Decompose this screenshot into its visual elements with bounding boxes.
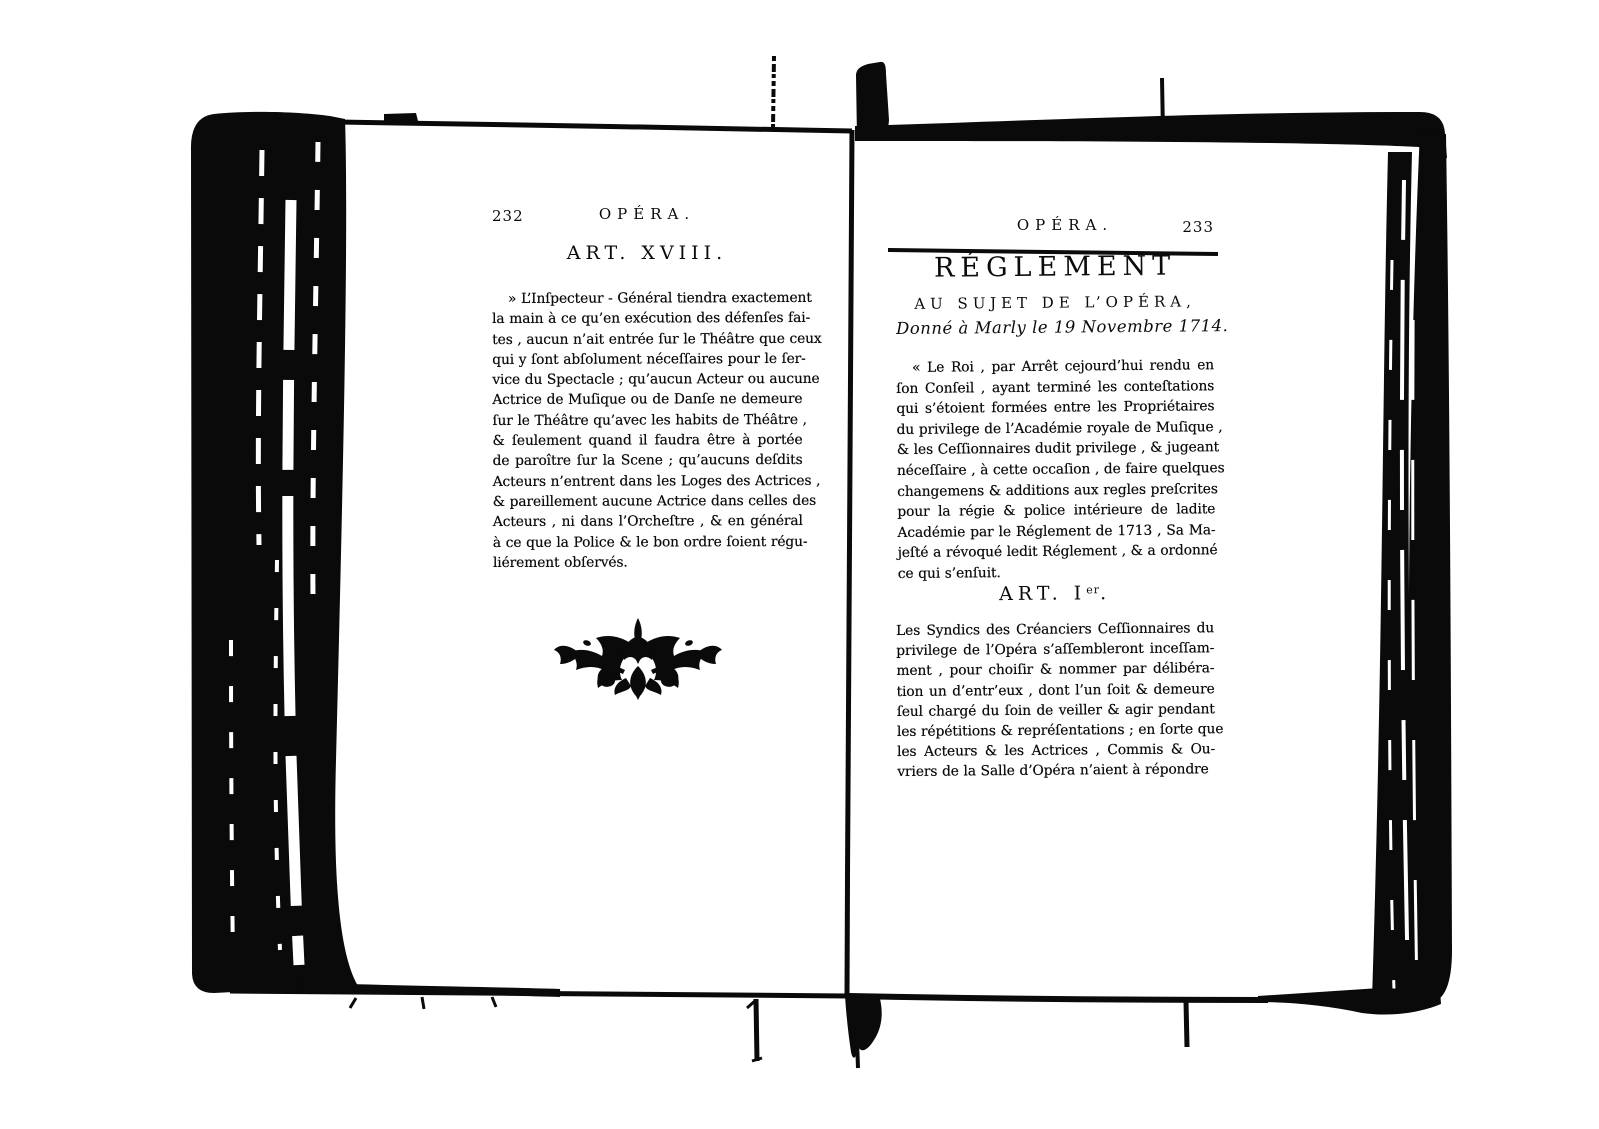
paragraph-line: & pareillement aucune Actrice dans celles des: [492, 492, 817, 510]
paragraph-line: tion un d’entr’eux , dont l’un ſoit & demeure: [896, 680, 1215, 700]
paragraph-line: « Le Roi , par Arrêt cejourd’hui rendu en: [912, 357, 1215, 376]
paragraph-line: privilege de l’Opéra s’aſſembleront inceſſam-: [896, 640, 1215, 660]
paragraph-line: pour la régie & police intérieure de ladite: [897, 501, 1216, 521]
paragraph-line: les répétitions & repréſentations ; en ſorte que: [896, 721, 1224, 741]
paragraph-line: ment , pour choiſir & nommer par délibéra-: [896, 660, 1215, 680]
article-heading-left: [492, 242, 802, 264]
paragraph-line: néceſſaire , à cette occaſion , de faire quelques: [896, 460, 1225, 479]
article-heading-right-label: [999, 582, 1111, 605]
paragraph-line: ſeul chargé du ſoin de veiller & agir pendant: [896, 701, 1215, 720]
running-title-right: OPÉRA.: [1016, 216, 1114, 234]
paragraph-line: Acteurs n’entrent dans les Loges des Actrices ,: [492, 472, 821, 490]
article-heading-left-label: ART. XVIII.: [566, 242, 728, 264]
paragraph-line: qui s’étoient formées entre les Propriétaires: [896, 398, 1215, 418]
page-number-right: 233: [1182, 218, 1214, 236]
paragraph-line: à ce que la Police & le bon ordre ſoient régu-: [492, 533, 808, 551]
paragraph-line: jeſté a révoqué ledit Réglement , & a ordonné: [897, 542, 1218, 562]
right-page-paragraph-2: [896, 618, 1224, 782]
right-page-paragraph-1: [896, 355, 1225, 584]
article-heading-ordinal: er: [1086, 583, 1101, 597]
article-heading-prefix: ART. I: [998, 582, 1087, 606]
paragraph-line: » L’Inſpecteur - Général tiendra exactement: [508, 289, 812, 307]
paragraph-line: vice du Spectacle ; qu’aucun Acteur ou aucune: [492, 371, 820, 389]
reglement-subtitle: [896, 291, 1214, 313]
dateline: [896, 316, 1229, 338]
paragraph-line: tes , aucun n’ait entrée ſur le Théâtre que ceux: [492, 330, 822, 348]
left-page: [492, 0, 822, 1129]
paragraph-line: ſur le Théâtre qu’avec les habits de Théâtre ,: [492, 411, 807, 429]
paragraph-line: du privilege de l’Académie royale de Muſique ,: [896, 418, 1223, 438]
paragraph-line: ce qui s’enſuit.: [897, 565, 1001, 582]
running-title-left: OPÉRA.: [598, 205, 696, 223]
top-edge-bump: [384, 113, 419, 125]
right-page-header: [896, 216, 1214, 238]
reglement-title: [896, 250, 1214, 284]
paragraph-line: la main à ce qu’en exécution des défenſes fai-: [492, 310, 811, 328]
dateline-label: Donné à Marly le 19 Novembre 1714.: [896, 316, 1229, 338]
paragraph-line: & les Ceſſionnaires dudit privilege , & jugeant: [896, 439, 1220, 459]
paragraph-line: qui y ſont abſolument néceſſaires pour le ſer-: [492, 350, 806, 368]
paragraph-line: Actrice de Muſique ou de Danſe ne demeure: [492, 391, 803, 409]
paragraph-line: Les Syndics des Créanciers Ceſſionnaires du: [896, 620, 1215, 639]
article-heading-suffix: .: [1099, 582, 1112, 605]
paragraph-line: Acteurs , ni dans l’Orcheſtre , & en général: [492, 513, 803, 531]
paragraph-line: les Acteurs & les Actrices , Commis & Ou-: [897, 741, 1216, 761]
gutter-blob-drip: [857, 1040, 858, 1068]
paragraph-line: liérement obſervés.: [492, 554, 628, 571]
paragraph-line: vriers de la Salle d’Opéra n’aient à répondre: [897, 761, 1209, 781]
reglement-title-label: RÉGLEMENT: [933, 250, 1177, 284]
right-edge-band-outer: [1409, 130, 1452, 1006]
article-heading-right: [896, 581, 1214, 606]
paragraph-line: ſon Conſeil , ayant terminé les conteſtations: [896, 377, 1215, 397]
left-edge-band: [191, 112, 358, 993]
reglement-subtitle-label: AU SUJET DE L’OPÉRA,: [914, 292, 1196, 313]
paragraph-line: de paroître ſur la Scene ; qu’aucuns deſdits: [492, 452, 803, 470]
paragraph-line: Académie par le Réglement de 1713 , Sa Ma-: [897, 521, 1216, 541]
bottom-tick: [422, 997, 424, 1009]
binding-tab-bottom-gutter: [845, 995, 882, 1058]
paragraph-line: changemens & additions aux regles preſcrites: [897, 480, 1218, 500]
bottom-right-blob: [1258, 988, 1441, 1015]
bottom-tick: [350, 998, 356, 1008]
left-page-paragraph: [492, 288, 822, 573]
paragraph-line: & ſeulement quand il faudra être à portée: [492, 431, 803, 450]
left-page-header: [492, 205, 802, 227]
gutter-fold-line: [847, 130, 852, 995]
right-page: [896, 0, 1229, 1129]
fleuron-ornament-icon: [552, 616, 724, 700]
page-number-left: 232: [492, 207, 524, 225]
